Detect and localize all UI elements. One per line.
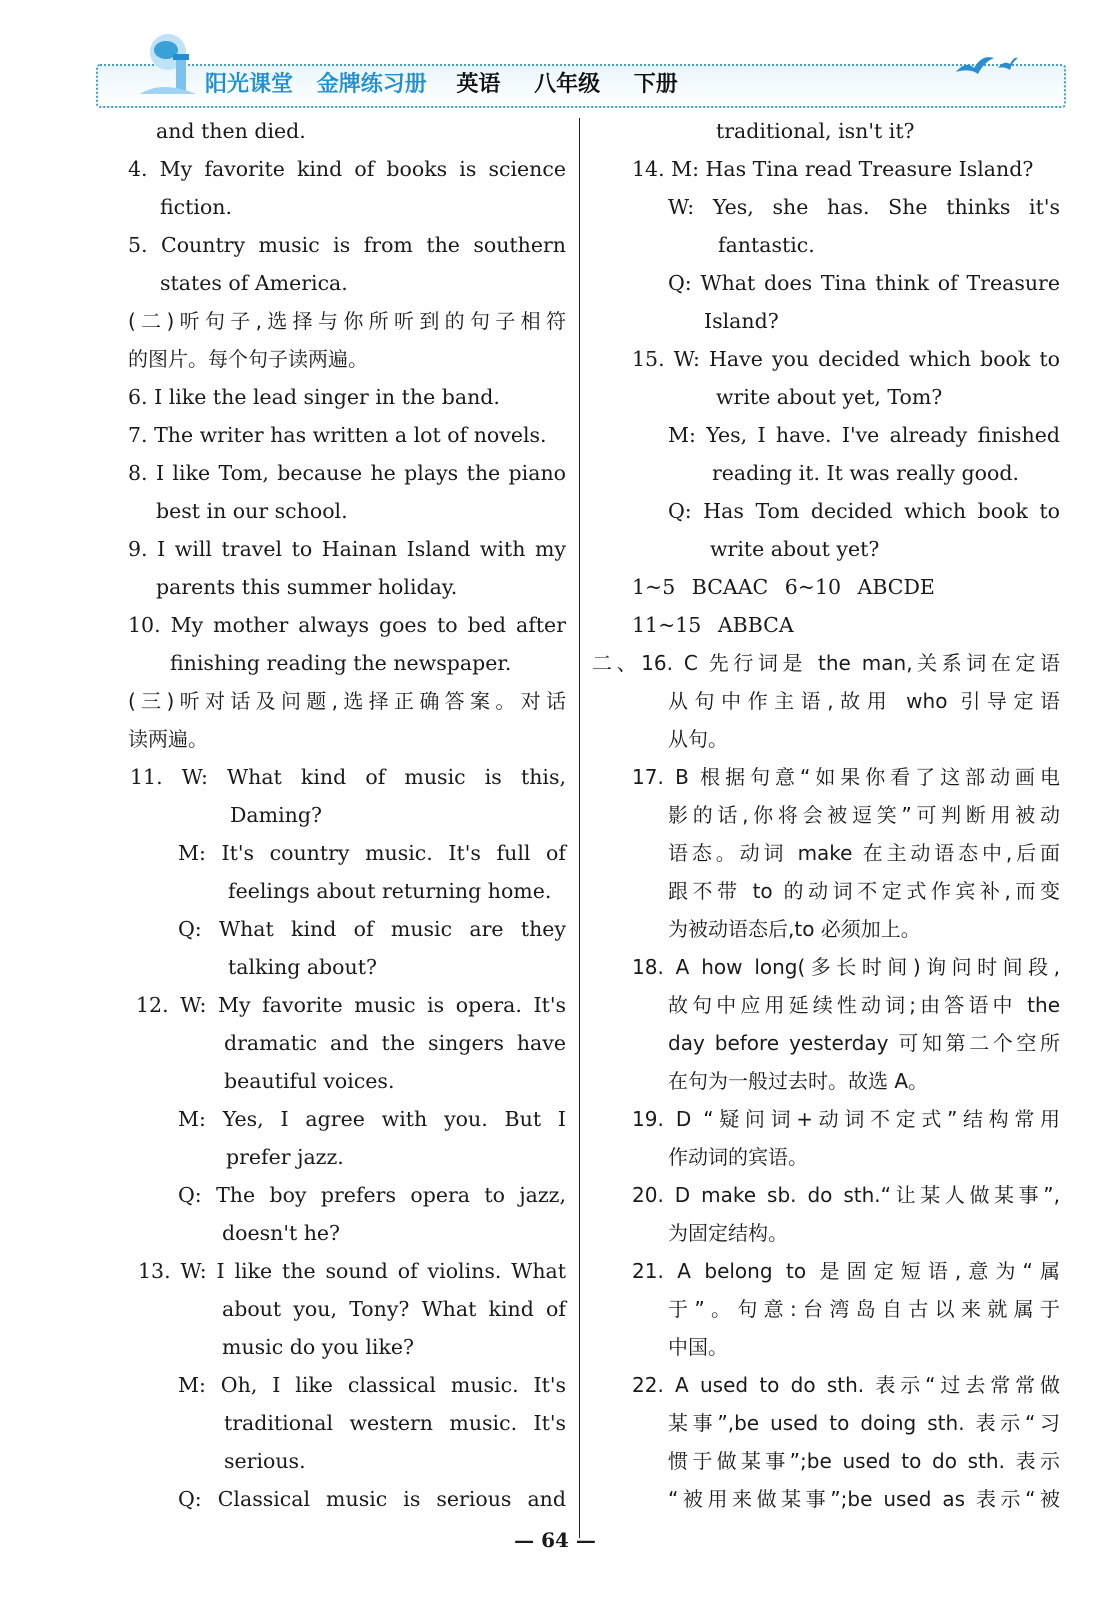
explanation-line: 18. A how long(多长时间)询问时间段,	[632, 955, 1060, 979]
dialogue-line: 14. M: Has Tina read Treasure Island?	[632, 157, 1034, 181]
explanation-line: 为固定结构。	[668, 1221, 788, 1245]
explanation-line: 20. D make sb. do sth.“让某人做某事”,	[632, 1183, 1060, 1207]
explanation-line: 22. A used to do sth. 表示“过去常常做	[632, 1373, 1060, 1397]
dialogue-line: Q: The boy prefers opera to jazz,	[178, 1183, 566, 1207]
explanation-line: 作动词的宾语。	[668, 1145, 808, 1169]
dialogue-line: feelings about returning home.	[228, 879, 552, 903]
grade-label: 八年级	[534, 71, 601, 97]
text-line: 9. I will travel to Hainan Island with my	[128, 537, 566, 561]
dialogue-line: about you, Tony? What kind of	[222, 1297, 566, 1321]
text-line: 4. My favorite kind of books is science	[128, 157, 566, 181]
text-line: 6. I like the lead singer in the band.	[128, 385, 500, 409]
page-number: — 64 —	[514, 1528, 596, 1552]
explanation-line: 二、16. C 先行词是 the man,关系词在定语	[592, 651, 1060, 675]
dialogue-line: traditional western music. It's	[224, 1411, 566, 1435]
dialogue-line: talking about?	[228, 955, 377, 979]
series-name: 金牌练习册	[316, 71, 427, 97]
explanation-line: day before yesterday 可知第二个空所	[668, 1031, 1060, 1055]
dialogue-line: write about yet, Tom?	[716, 385, 943, 409]
dialogue-line: music do you like?	[222, 1335, 414, 1359]
dialogue-line: Q: Has Tom decided which book to	[668, 499, 1060, 523]
explanation-line: “被用来做某事”;be used as 表示“被	[668, 1487, 1060, 1511]
subject-label: 英语	[456, 71, 501, 97]
text-line: and then died.	[156, 119, 306, 143]
dialogue-line: reading it. It was really good.	[712, 461, 1019, 485]
explanation-line: 从句中作主语,故用 who 引导定语	[668, 689, 1060, 713]
section-heading: (二)听句子,选择与你所听到的句子相符	[128, 309, 566, 333]
dialogue-line: M: It's country music. It's full of	[178, 841, 566, 865]
section-heading: (三)听对话及问题,选择正确答案。对话	[128, 689, 566, 713]
dialogue-line: M: Oh, I like classical music. It's	[178, 1373, 566, 1397]
text-line: 7. The writer has written a lot of novels.	[128, 423, 547, 447]
explanation-line: 在句为一般过去时。故选 A。	[668, 1069, 929, 1093]
dialogue-line: fantastic.	[718, 233, 815, 257]
dialogue-line: Daming?	[230, 803, 322, 827]
dialogue-line: Island?	[704, 309, 779, 333]
birds-icon	[950, 46, 1020, 86]
dialogue-line: doesn't he?	[222, 1221, 341, 1245]
explanation-line: 21. A belong to 是固定短语,意为“属	[632, 1259, 1060, 1283]
brand-name: 阳光课堂	[205, 71, 294, 97]
explanation-line: 故句中应用延续性动词;由答语中 the	[668, 993, 1060, 1017]
dialogue-line: M: Yes, I agree with you. But I	[178, 1107, 566, 1131]
dialogue-line: Q: Classical music is serious and	[178, 1487, 566, 1511]
dialogue-line: dramatic and the singers have	[224, 1031, 566, 1055]
dialogue-line: 13. W: I like the sound of violins. What	[138, 1259, 566, 1283]
text-line: best in our school.	[156, 499, 348, 523]
volume-label: 下册	[633, 71, 678, 97]
text-line: states of America.	[160, 271, 348, 295]
dialogue-line: traditional, isn't it?	[716, 119, 915, 143]
dialogue-line: 11. W: What kind of music is this,	[130, 765, 566, 789]
header-title	[205, 66, 704, 102]
explanation-line: 惯于做某事”;be used to do sth. 表示	[668, 1449, 1060, 1473]
explanation-line: 于”。句意:台湾岛自古以来就属于	[668, 1297, 1060, 1321]
text-line: parents this summer holiday.	[156, 575, 458, 599]
dialogue-line: W: Yes, she has. She thinks it's	[668, 195, 1060, 219]
dialogue-line: M: Yes, I have. I've already finished	[668, 423, 1060, 447]
column-divider	[579, 118, 580, 1538]
dialogue-line: prefer jazz.	[226, 1145, 344, 1169]
dialogue-line: beautiful voices.	[224, 1069, 395, 1093]
explanation-line: 影的话,你将会被逗笑”可判断用被动	[668, 803, 1060, 827]
dialogue-line: Q: What does Tina think of Treasure	[668, 271, 1060, 295]
explanation-line: 某事”,be used to doing sth. 表示“习	[668, 1411, 1060, 1435]
text-line: 5. Country music is from the southern	[128, 233, 566, 257]
dialogue-line: 15. W: Have you decided which book to	[632, 347, 1060, 371]
explanation-line: 从句。	[668, 727, 728, 751]
explanation-line: 19. D “疑问词+动词不定式”结构常用	[632, 1107, 1060, 1131]
explanation-line: 跟不带 to 的动词不定式作宾补,而变	[668, 879, 1060, 903]
text-line: fiction.	[160, 195, 233, 219]
section-heading: 读两遍。	[128, 727, 208, 751]
text-line: finishing reading the newspaper.	[170, 651, 512, 675]
text-line: 10. My mother always goes to bed after	[128, 613, 566, 637]
dialogue-line: 12. W: My favorite music is opera. It's	[136, 993, 566, 1017]
section-heading: 的图片。每个句子读两遍。	[128, 347, 368, 371]
dialogue-line: serious.	[224, 1449, 306, 1473]
explanation-line: 为被动语态后,to 必须加上。	[668, 917, 921, 941]
dialogue-line: write about yet?	[710, 537, 880, 561]
text-line: 8. I like Tom, because he plays the piano	[128, 461, 566, 485]
explanation-line: 中国。	[668, 1335, 728, 1359]
page-header	[0, 0, 1110, 118]
explanation-line: 语态。动词 make 在主动语态中,后面	[668, 841, 1060, 865]
lighthouse-logo-icon	[132, 28, 204, 104]
answer-key-line: 1~5 BCAAC 6~10 ABCDE	[632, 575, 935, 599]
answer-key-line: 11~15 ABBCA	[632, 613, 794, 637]
explanation-line: 17. B 根据句意“如果你看了这部动画电	[632, 765, 1060, 789]
dialogue-line: Q: What kind of music are they	[178, 917, 566, 941]
